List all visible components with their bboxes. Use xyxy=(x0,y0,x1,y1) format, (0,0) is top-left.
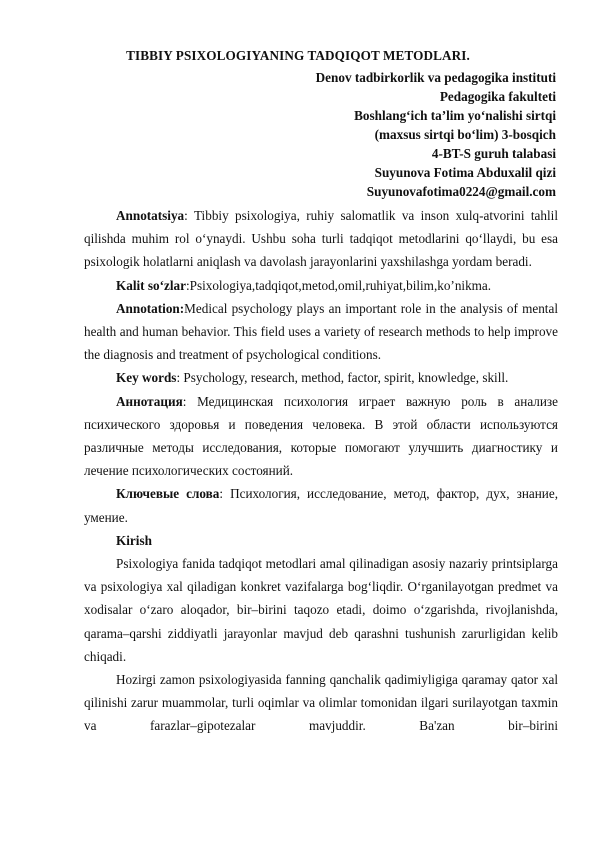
annotatsiya-text: : Tibbiy psixologiya, ruhiy salomatlik va inson xulq-atvorini tahlil qilishda muhim rol o‘ynaydi. Ushbu soha turli tadqiqot metodlarini qo‘llaydi, bu esa psixologik holatlarni aniqlash va davolash jarayonlarini yaxshilashga yordam beradi. xyxy=(84,208,558,270)
annotatsiya-ru-label: Аннотация xyxy=(116,393,183,409)
author-affiliation-block xyxy=(136,68,556,201)
program-line: Boshlang‘ich ta’lim yo‘nalishi sirtqi xyxy=(354,108,556,123)
key-words-label: Key words xyxy=(116,370,177,386)
group-line: 4-BT-S guruh talabasi xyxy=(431,146,556,161)
author-name: Suyunova Fotima Abduxalil qizi xyxy=(374,165,556,180)
kirish-heading-text: Kirish xyxy=(116,532,152,548)
annotation-text: Medical psychology plays an important role in the analysis of mental health and human behavior. This field uses a variety of research methods to help improve the diagnosis and treatment of psychological conditions. xyxy=(84,300,558,363)
annotatsiya-ru-paragraph xyxy=(84,390,558,483)
kalit-sozlar-paragraph xyxy=(84,274,558,297)
key-words-paragraph xyxy=(84,366,558,389)
key-words-text: : Psychology, research, method, factor, spirit, knowledge, skill. xyxy=(176,370,509,386)
klyuchevye-text: : Психология, исследование, метод, фактор, дух, знание, умение. xyxy=(84,486,558,525)
annotation-label: Annotation: xyxy=(116,300,185,316)
intro-paragraph-1: Psixologiya fanida tadqiqot metodlari amal qilinadigan asosiy nazariy printsiplarga va psixologiya xal qiladigan konkret vazifalarga bog‘liqdir. O‘rganilayotgan predmet va xodisalar o‘zaro aloqador, bir–birini taqozo etadi, doimo o‘zgarishda, rivojlanishda, qarama–qarshi ziddiyatli jarayonlar mavjud deb qarashni tushunish zarurligidan kelib chiqadi. xyxy=(84,556,558,664)
annotatsiya-paragraph xyxy=(84,204,558,274)
article-body xyxy=(84,204,558,738)
annotatsiya-label: Annotatsiya xyxy=(116,208,185,223)
institute-line: Denov tadbirkorlik va pedagogika instituti xyxy=(315,70,556,85)
annotatsiya-ru-text: : Медицинская психология играет важную роль в анализе психического здоровья и поведения человека. В этой области используются различные методы исследования, которые помогают улучшить диагностику и лечение психологических состояний. xyxy=(84,393,558,479)
klyuchevye-paragraph xyxy=(84,482,558,528)
article-title: TIBBIY PSIXOLOGIYANING TADQIQOT METODLARI. xyxy=(126,48,470,63)
klyuchevye-label: Ключевые слова xyxy=(116,486,220,502)
course-line: (maxsus sirtqi bo‘lim) 3-bosqich xyxy=(374,127,556,142)
faculty-line: Pedagogika fakulteti xyxy=(439,89,556,104)
kirish-heading xyxy=(84,529,558,552)
kalit-sozlar-label: Kalit so‘zlar xyxy=(116,277,186,293)
annotation-paragraph xyxy=(84,297,558,367)
kalit-sozlar-text: :Psixologiya,tadqiqot,metod,omil,ruhiyat,bilim,ko’nikma. xyxy=(185,277,492,293)
intro-paragraph-2: Hozirgi zamon psixologiyasida fanning qanchalik qadimiyligiga qaramay qator xal qilinishi zarur muammolar, turli oqimlar va olimlar tomonidan ilgari surilayotgan taxmin va farazlar–gipotezalar mavjuddir. Ba'zan bir–birini xyxy=(84,672,558,734)
author-email: Suyunovafotima0224@gmail.com xyxy=(366,184,556,199)
